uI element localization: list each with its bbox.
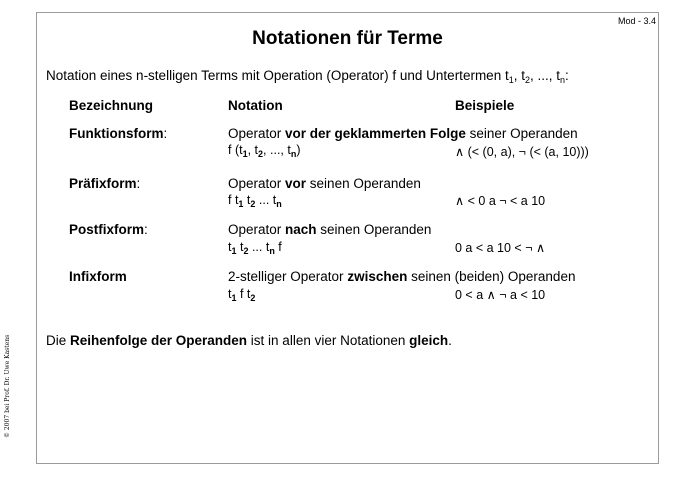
term-name: Präfixform: bbox=[69, 176, 141, 191]
term-formula: $t_1$ $t_2$ ... $t_n$ f bbox=[228, 240, 282, 256]
header-name: Bezeichnung bbox=[69, 98, 154, 113]
term-example: ∧ < 0 a ¬ < a 10 bbox=[455, 194, 546, 208]
slide-title: Notationen für Terme bbox=[252, 28, 443, 49]
term-example: ∧ (< (0, a), ¬ (< (a, 10))) bbox=[455, 145, 589, 159]
term-name: Infixform bbox=[69, 269, 127, 284]
term-description: Operator vor seinen Operanden bbox=[228, 176, 421, 191]
intro-text: Notation eines n-stelligen Terms mit Operation (Operator) f und Untertermen $t_1$, $t_2$, ..., $t_n$: bbox=[46, 68, 569, 85]
term-formula: f $t_1$ $t_2$ ... $t_n$ bbox=[228, 193, 282, 209]
term-description: Operator vor der geklammerten Folge seiner Operanden bbox=[228, 126, 578, 141]
slide-id: Mod - 3.4 bbox=[617, 16, 656, 26]
copyright-note: © 2007 bei Prof. Dr. Uwe Kastens bbox=[4, 334, 11, 438]
footer-text: Die Reihenfolge der Operanden ist in allen vier Notationen gleich. bbox=[46, 333, 452, 348]
term-description: 2-stelliger Operator zwischen seinen (beiden) Operanden bbox=[228, 269, 576, 284]
term-description: Operator nach seinen Operanden bbox=[228, 222, 432, 237]
header-notation: Notation bbox=[228, 98, 283, 113]
term-formula: f ($t_1$, $t_2$, ..., $t_n$) bbox=[228, 143, 301, 159]
term-name: Postfixform: bbox=[69, 222, 148, 237]
term-example: 0 a < a 10 < ¬ ∧ bbox=[455, 241, 546, 255]
term-example: 0 < a ∧ ¬ a < 10 bbox=[455, 288, 546, 302]
term-formula: $t_1$ f $t_2$ bbox=[228, 287, 256, 303]
header-examples: Beispiele bbox=[455, 98, 515, 113]
term-name: Funktionsform: bbox=[69, 126, 168, 141]
